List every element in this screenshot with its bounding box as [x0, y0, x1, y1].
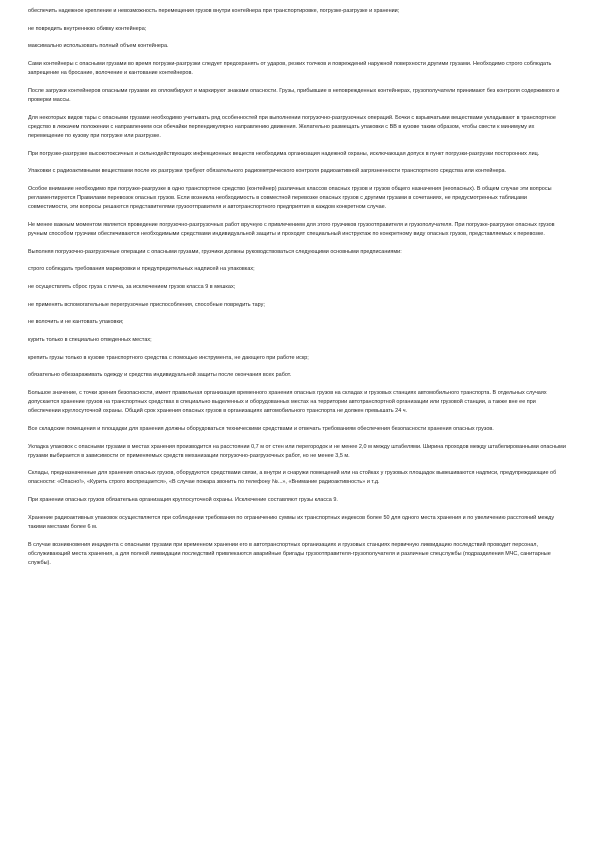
- list-item-2: не осуществлять сброс груза с плеча, за исключением грузов класса 9 в мешках;: [28, 283, 236, 290]
- paragraph-13: Все складские помещения и площадки для хранения должны оборудоваться техническими средствами и отвечать требованиям обеспечения безопасности хранения опасных грузов.: [28, 425, 494, 432]
- paragraph-15: Склады, предназначенные для хранения опасных грузов, оборудуются средствами связи, а внутри и снаружи помещений или на стойках у грузовых площадок вывешиваются надписи, предупреждающие об опасности: «Опасно!», «Курить строго воспрещается», «В случае пожара звонить по телефону №...», «Внимание радиоактивность» и т.д.: [28, 470, 557, 486]
- paragraph-10: Не менее важным моментом является проведение погрузочно-разгрузочных работ вручную с привлечением для этого грузчиков грузоотправителя и грузополучателя. При погрузке-разгрузке опасных грузов ручным способом грузчики обеспечиваются необходимыми средствами индивидуальной защиты и проходят специальный инструктаж по конкретному виду опасных грузов, представляемых к перевозке.: [28, 221, 555, 237]
- list-item-1: строго соблюдать требования маркировки и предупредительных надписей на упаковках;: [28, 266, 255, 273]
- paragraph-17: Хранение радиоактивных упаковок осуществляется при соблюдении требования по ограничению суммы их транспортных индексов более 50 для одного места хранения и по увеличению расстояний между такими местами более 6 м.: [28, 514, 555, 530]
- paragraph-5: После загрузки контейнеров опасными грузами их опломбируют и маркируют знаками опасности. Грузы, прибывшие в неповрежденных контейнерах, грузополучатели принимают без контроля содержимого и проверки массы.: [28, 87, 560, 103]
- list-item-7: обязательно обеззараживать одежду и средства индивидуальной защиты после окончания всех работ.: [28, 372, 292, 379]
- paragraph-12: Большое значение, с точки зрения безопасности, имеет правильная организация временного хранения опасных грузов на складах и грузовых станциях автомобильного транспорта. В отдельных случаях допускается хранение грузов на транспортных средствах в специально выделенных и оборудованных местах на территории автотранспортной организации или грузовой станции, а также вне ее при обеспечении круглосуточной охраны. Общий срок хранения опасных грузов в организациях автомобильного транспорта не должен превышать 24 ч.: [28, 390, 547, 415]
- list-item-6: крепить грузы только в кузове транспортного средства с помощью инструмента, не дающего при работе искр;: [28, 354, 309, 361]
- paragraph-11: Выполняя погрузочно-разгрузочные операции с опасными грузами, грузчики должны руководствоваться следующими основными предписаниями:: [28, 248, 402, 255]
- paragraph-7: При погрузке-разгрузке высокотоксичных и сильнодействующих инфекционных веществ необходима организация надежной охраны, исключающая допуск в пункт погрузки-разгрузки посторонних лиц.: [28, 150, 540, 157]
- paragraph-2: не повредить внутреннюю обивку контейнера;: [28, 25, 147, 32]
- paragraph-1: обеспечить надежное крепление и невозможность перемещения грузов внутри контейнера при транспортировке, погрузке-разгрузке и хранении;: [28, 8, 400, 14]
- paragraph-18: В случае возникновения инцидента с опасными грузами при временном хранении его в автотранспортных организациях и грузовых станциях первичную ликвидацию последствий проводит персонал, обслуживающий места хранения, а для полной ликвидации последствий привлекаются аварийные бригады грузоотправителя-грузополучателя и различные спецслужбы (подразделения МЧС, санитарные службы).: [28, 541, 551, 566]
- list-item-3: не применять вспомогательные перегрузочные приспособления, способные повредить тару;: [28, 301, 265, 308]
- paragraph-9: Особое внимание необходимо при погрузке-разгрузке в одно транспортное средство (контейнер) различных классов опасных грузов и грузов общего назначения (неопасных). В общем случае эти вопросы регламентируются Правилами перевозок опасных грузов. Если возникла необходимость в совместной перевозке опасных грузов с другими грузами в сочетаниях, не предусмотренных таблицами совместимости, эти вопросы решаются представителями грузоотправителя и автотранспортного предприятия в каждом конкретном случае.: [28, 185, 552, 211]
- paragraph-8: Упаковки с радиоактивными веществами после их разгрузки требуют обязательного радиометрического контроля радиоактивной загрязненности транспортного средства или контейнера.: [28, 168, 507, 175]
- paragraph-16: При хранении опасных грузов обязательна организация круглосуточной охраны. Исключение составляют грузы класса 9.: [28, 497, 338, 504]
- paragraph-3: максимально использовать полный объем контейнера.: [28, 43, 169, 50]
- paragraph-6: Для некоторых видов тары с опасными грузами необходимо учитывать ряд особенностей при выполнении погрузочно-разгрузочных операций. Бочки с взрывчатыми веществами укладывают в транспортное средство в лежачем положении с направлением оси обечайки перпендикулярно направлению движения. Желательно размещать упаковки с ВВ в кузове таким образом, чтобы свести к минимуму их перемещение по кузову при погрузке или разгрузке.: [28, 114, 556, 139]
- list-item-5: курить только в специально отведенных местах;: [28, 336, 152, 343]
- paragraph-4: Сами контейнеры с опасными грузами во время погрузки-разгрузки следует предохранять от ударов, резких толчков и повреждений наружной поверхности другими грузами. Необходимо строго соблюдать запрещение на бросание, волочение и кантование контейнеров.: [28, 61, 552, 77]
- paragraph-14: Укладка упаковок с опасными грузами в местах хранения производится на расстоянии 0,7 м от стен или перегородок и не менее 2,0 м между штабелями. Ширина проходов между штабелированными опасными грузами выбирается в зависимости от применяемых средств механизации погрузочно-разгрузочных работ, но не менее 3,5 м.: [28, 443, 566, 459]
- list-item-4: не волочить и не кантовать упаковки;: [28, 319, 124, 326]
